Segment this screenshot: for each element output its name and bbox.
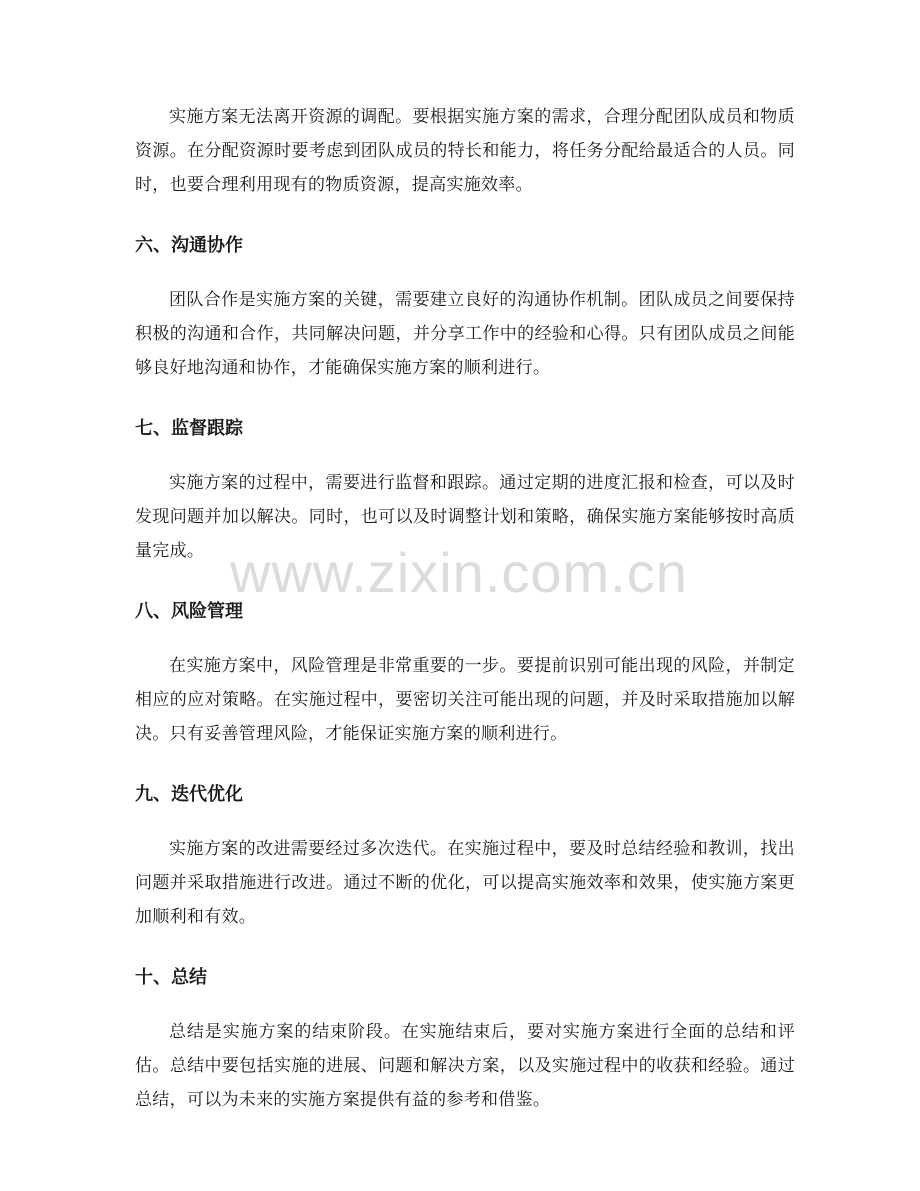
section-heading-iteration: 九、迭代优化	[135, 784, 243, 805]
section-heading-risk: 八、风险管理	[135, 601, 243, 622]
section-paragraph-communication: 团队合作是实施方案的关键，需要建立良好的沟通协作机制。团队成员之间要保持积极的沟通和合作，共同解决问题，并分享工作中的经验和心得。只有团队成员之间能够良好地沟通和协作，才能确保实施方案的顺利进行。	[135, 290, 795, 378]
section-heading-communication: 六、沟通协作	[135, 235, 243, 256]
section-heading-summary: 十、总结	[135, 967, 207, 988]
watermark-text: www.zixin.com.cn	[230, 541, 688, 604]
section-paragraph-summary: 总结是实施方案的结束阶段。在实施结束后，要对实施方案进行全面的总结和评估。总结中要包括实施的进展、问题和解决方案，以及实施过程中的收获和经验。通过总结，可以为未来的实施方案提供有益的参考和借鉴。	[135, 1022, 795, 1110]
section-paragraph-risk: 在实施方案中，风险管理是非常重要的一步。要提前识别可能出现的风险，并制定相应的应对策略。在实施过程中，要密切关注可能出现的问题，并及时采取措施加以解决。只有妥善管理风险，才能保证实施方案的顺利进行。	[135, 656, 795, 744]
section-heading-monitoring: 七、监督跟踪	[135, 418, 243, 439]
document-body	[135, 100, 795, 1117]
intro-paragraph: 实施方案无法离开资源的调配。要根据实施方案的需求，合理分配团队成员和物质资源。在分配资源时要考虑到团队成员的特长和能力，将任务分配给最适合的人员。同时，也要合理利用现有的物质资源，提高实施效率。	[135, 107, 795, 195]
section-paragraph-iteration: 实施方案的改进需要经过多次迭代。在实施过程中，要及时总结经验和教训，找出问题并采取措施进行改进。通过不断的优化，可以提高实施效率和效果，使实施方案更加顺利和有效。	[135, 839, 795, 927]
section-paragraph-monitoring: 实施方案的过程中，需要进行监督和跟踪。通过定期的进度汇报和检查，可以及时发现问题并加以解决。同时，也可以及时调整计划和策略，确保实施方案能够按时高质量完成。	[135, 473, 795, 561]
